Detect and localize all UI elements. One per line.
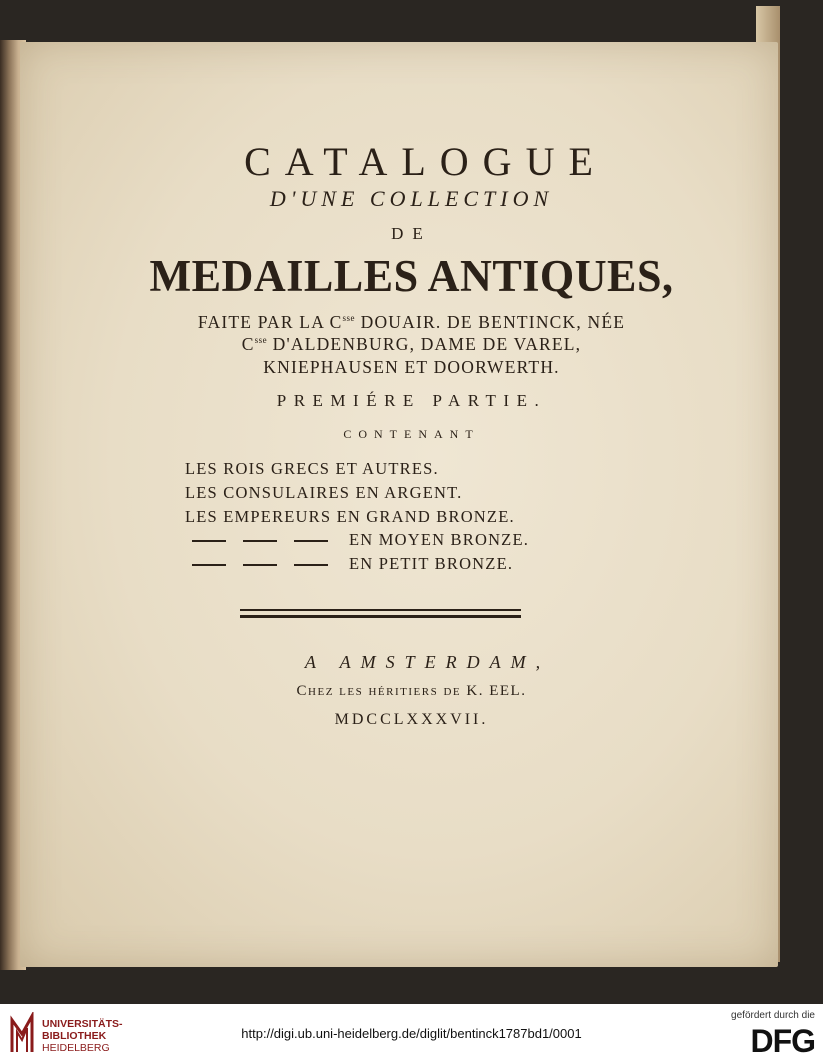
- ditto-dash: [243, 564, 277, 566]
- dfg-logo: DFG: [750, 1023, 815, 1059]
- ditto-dash: [192, 540, 226, 542]
- title-collection: D'UNE COLLECTION: [269, 186, 554, 211]
- author-line-1: FAITE PAR LA $C^{sse}$ DOUAIR. DE BENTINCK, NÉE: [197, 312, 626, 332]
- funded-by-label: gefördert durch die: [731, 1010, 815, 1021]
- part-heading: PREMIÉRE PARTIE.: [276, 391, 547, 410]
- author-line-3: KNIEPHAUSEN ET DOORWERTH.: [263, 357, 560, 377]
- author-line-2: $C^{sse}$ D'ALDENBURG, DAME DE VAREL,: [241, 334, 582, 354]
- contents-item: LES EMPEREURS EN GRAND BRONZE.: [185, 507, 515, 526]
- imprint-publisher: Chez les héritiers de K. EEL.: [296, 683, 527, 699]
- ditto-dash: [294, 540, 328, 542]
- contents-item: LES CONSULAIRES EN ARGENT.: [185, 483, 463, 502]
- ditto-dash: [294, 564, 328, 566]
- title-catalogue: CATALOGUE: [244, 139, 607, 184]
- contenant-label: CONTENANT: [343, 427, 480, 441]
- contents-item: EN MOYEN BRONZE.: [349, 530, 530, 549]
- ditto-dash: [243, 540, 277, 542]
- title-de: DE: [391, 224, 432, 243]
- imprint-year: MDCCLXXXVII.: [334, 711, 489, 728]
- divider-rule: [240, 609, 521, 611]
- library-name: UNIVERSITÄTS- BIBLIOTHEK HEIDELBERG: [42, 1018, 123, 1054]
- contents-item: LES ROIS GRECS ET AUTRES.: [185, 459, 439, 478]
- divider-rule: [240, 615, 521, 618]
- footer-bar: [0, 1004, 823, 1064]
- imprint-city: A AMSTERDAM,: [304, 652, 551, 672]
- document-url[interactable]: http://digi.ub.uni-heidelberg.de/diglit/bentinck1787bd1/0001: [241, 1026, 582, 1041]
- contents-item: EN PETIT BRONZE.: [349, 554, 514, 573]
- ditto-dash: [192, 564, 226, 566]
- title-medailles: MEDAILLES ANTIQUES,: [149, 251, 674, 301]
